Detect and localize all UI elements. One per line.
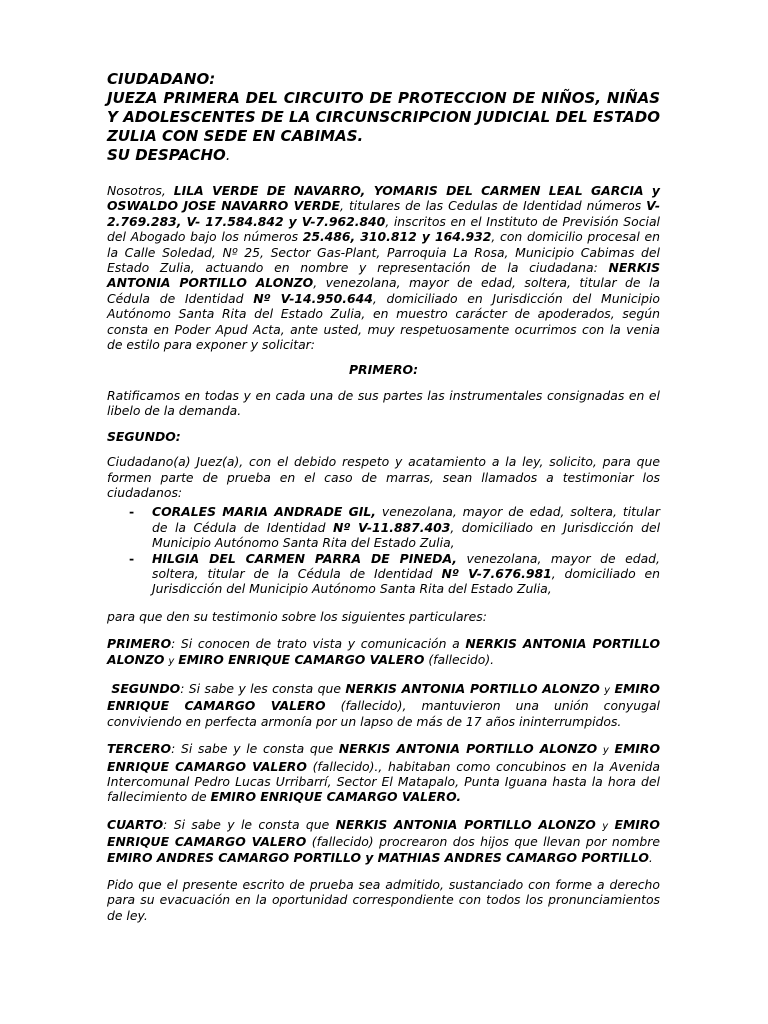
primero-text: Ratificamos en todas y en cada una de sus partes las instrumentales consignadas en el libelo de la demanda. <box>107 387 660 419</box>
heading-line-ciudadano: CIUDADANO: <box>107 70 216 88</box>
segundo-text: Ciudadano(a) Juez(a), con el debido respeto y acatamiento a la ley, solicito, para que formen parte de prueba en el caso de marras, sean llamados a testimoniar los ciudadanos: <box>107 454 660 500</box>
addressee-heading <box>107 70 660 165</box>
segundo-title: SEGUNDO: <box>107 428 181 444</box>
question-segundo: SEGUNDO: Si sabe y les consta que NERKIS ANTONIA PORTILLO ALONZO y EMIRO ENRIQUE CAMARGO VALERO (fallecido), mantuvieron una unión conyugal conviviendo en perfecta armonía por un lapso de más de 17 años ininterrumpidos. <box>107 680 660 729</box>
question-primero: PRIMERO: Si conocen de trato vista y comunicación a NERKIS ANTONIA PORTILLO ALONZO y EMIRO ENRIQUE CAMARGO VALERO (fallecido). <box>107 636 660 667</box>
witness-item: - HILGIA DEL CARMEN PARRA DE PINEDA, venezolana, mayor de edad, soltera, titular de la Cédula de Identidad Nº V-7.676.981, domiciliado en Jurisdicción del Municipio Autónomo Santa Rita del Estado Zulia, <box>129 550 660 597</box>
document-body <box>107 70 660 923</box>
witness-item: - CORALES MARIA ANDRADE GIL, venezolana, mayor de edad, soltera, titular de la Cédula de Identidad Nº V-11.887.403, domiciliado en Jurisdicción del Municipio Autónomo Santa Rita del Estado Zulia, <box>129 504 661 551</box>
particulares-intro: para que den su testimonio sobre los siguientes particulares: <box>107 608 487 624</box>
heading-line-despacho: SU DESPACHO. <box>107 146 231 164</box>
question-cuarto: CUARTO: Si sabe y le consta que NERKIS ANTONIA PORTILLO ALONZO y EMIRO ENRIQUE CAMARGO VALERO (fallecido) procrearon dos hijos que llevan por nombre EMIRO ANDRES CAMARGO PORTILLO y MATHIAS ANDRES CAMARGO PORTILLO. <box>107 816 660 865</box>
primero-title: PRIMERO: <box>348 362 419 378</box>
heading-line-court: JUEZA PRIMERA DEL CIRCUITO DE PROTECCION DE NIÑOS, NIÑAS Y ADOLESCENTES DE LA CIRCUNSCRIPCION JUDICIAL DEL ESTADO ZULIA CON SEDE EN CABIMAS. <box>107 89 660 145</box>
intro-paragraph: Nosotros, LILA VERDE DE NAVARRO, YOMARIS DEL CARMEN LEAL GARCIA y OSWALDO JOSE NAVARRO VERDE, titulares de las Cedulas de Identidad números V- 2.769.283, V- 17.584.842 y V-7.962.840, inscritos en el Instituto de Previsión Social del Abogado bajo los números 25.486, 310.812 y 164.932, con domicilio procesal en la Calle Soledad, Nº 25, Sector Gas-Plant, Parroquia La Rosa, Municipio Cabimas del Estado Zulia, actuando en nombre y representación de la ciudadana: NERKIS ANTONIA PORTILLO ALONZO, venezolana, mayor de edad, soltera, titular de la Cédula de Identidad Nº V-14.950.644, domiciliado en Jurisdicción del Municipio Autónomo Santa Rita del Estado Zulia, en muestro carácter de apoderados, según consta en Poder Apud Acta, ante usted, muy respetuosamente ocurrimos con la venia de estilo para exponer y solicitar: <box>107 183 661 353</box>
witness-list <box>107 504 660 596</box>
closing-paragraph: Pido que el presente escrito de prueba sea admitido, sustanciado con forme a derecho para su evacuación en la oportunidad correspondiente con todos los pronunciamientos de ley. <box>107 877 660 923</box>
question-tercero: TERCERO: Si sabe y le consta que NERKIS ANTONIA PORTILLO ALONZO y EMIRO ENRIQUE CAMARGO VALERO (fallecido)., habitaban como concubinos en la Avenida Intercomunal Pedro Lucas Urribarrí, Sector El Matapalo, Punta Iguana hasta la hora del fallecimiento de EMIRO ENRIQUE CAMARGO VALERO. <box>107 741 660 805</box>
